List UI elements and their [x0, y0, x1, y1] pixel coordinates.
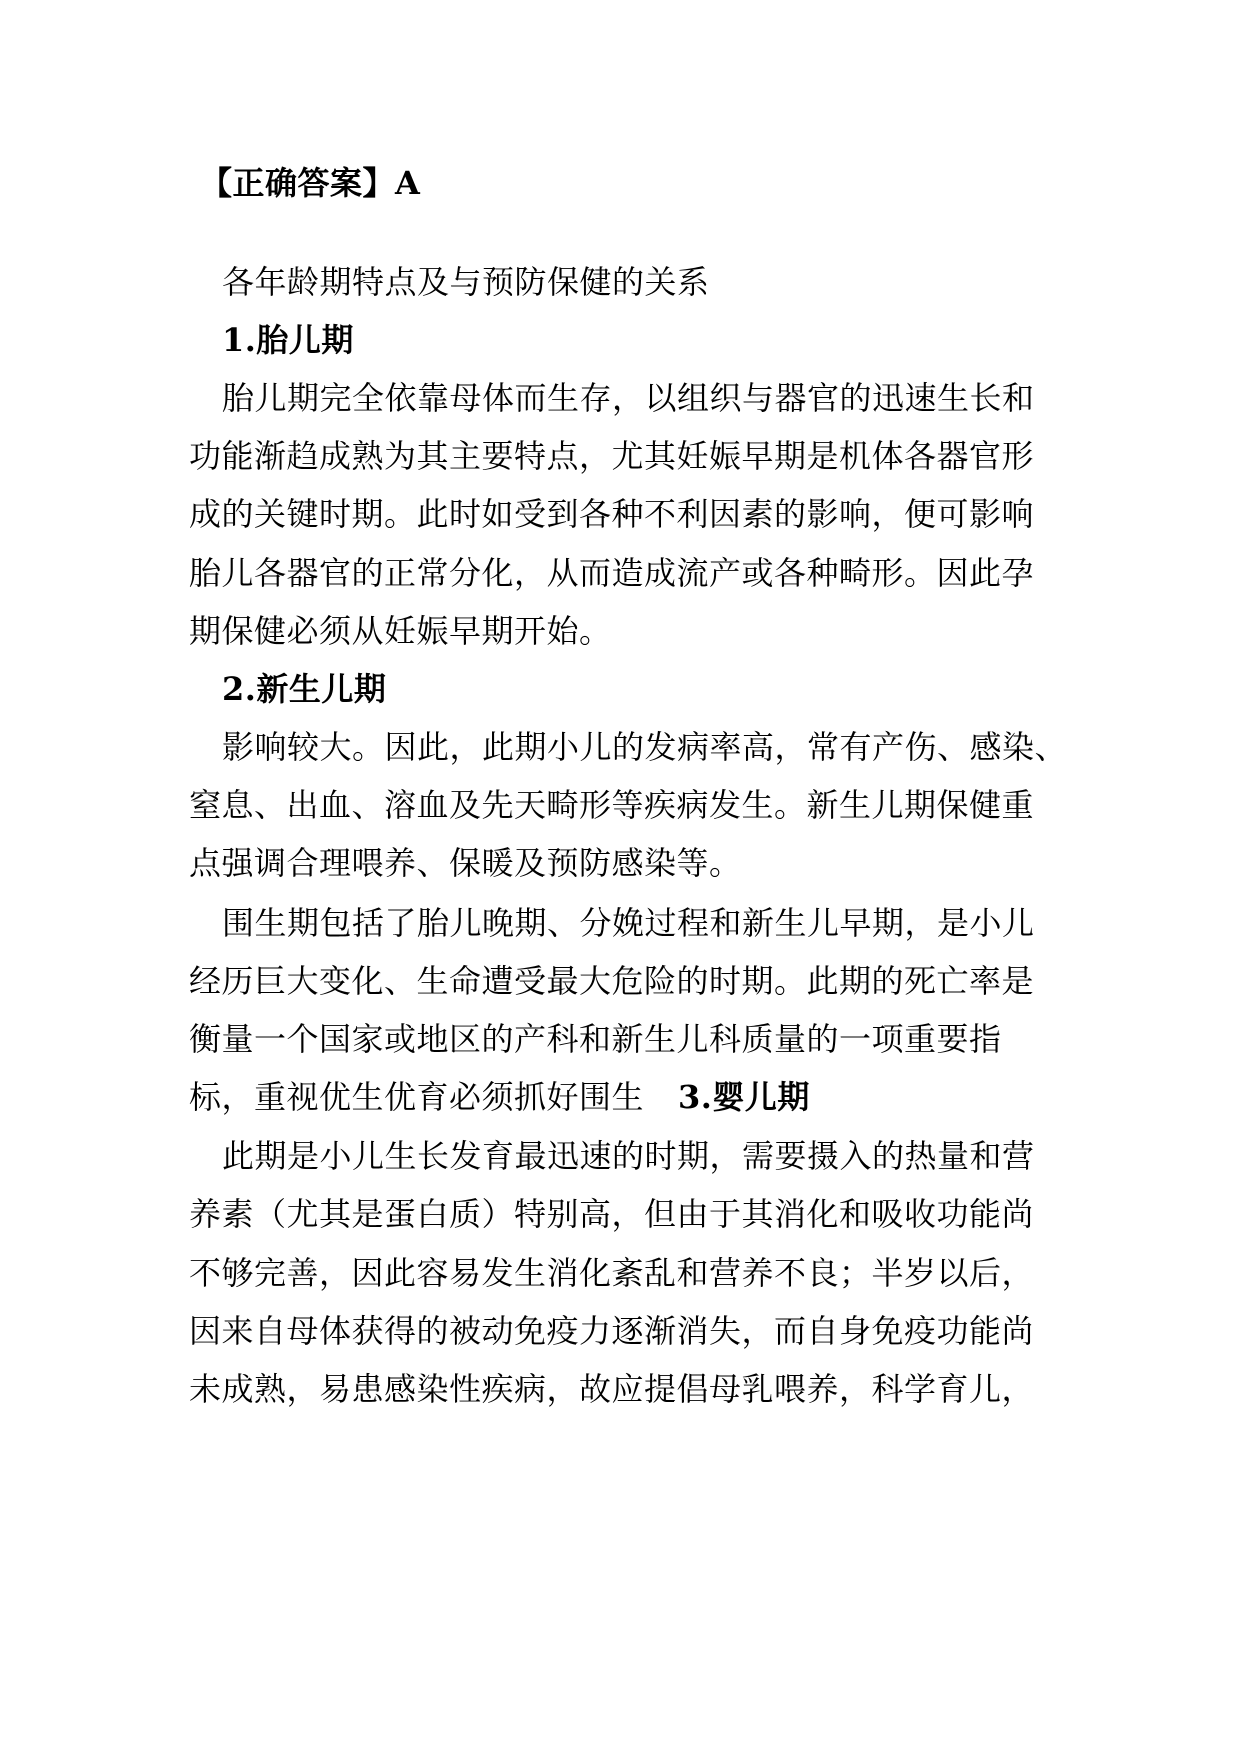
infant-paragraph-line: 不够完善，因此容易发生消化紊乱和营养不良；半岁以后， — [189, 1254, 1035, 1292]
infant-paragraph-line: 未成熟，易患感染性疾病，故应提倡母乳喂养，科学育儿， — [189, 1370, 1035, 1408]
neonatal-paragraph-line: 影响较大。因此，此期小儿的发病率高，常有产伤、感染、 — [222, 728, 1068, 766]
fetal-paragraph-line: 胎儿各器官的正常分化，从而造成流产或各种畸形。因此孕 — [189, 554, 1035, 592]
fetal-paragraph-line: 胎儿期完全依靠母体而生存，以组织与器官的迅速生长和 — [222, 379, 1035, 417]
fetal-paragraph-line: 功能渐趋成熟为其主要特点，尤其妊娠早期是机体各器官形 — [189, 437, 1035, 475]
perinatal-paragraph-line: 围生期包括了胎儿晚期、分娩过程和新生儿早期，是小儿 — [222, 904, 1035, 942]
section-title: 各年龄期特点及与预防保健的关系 — [222, 263, 710, 301]
infant-paragraph-line: 因来自母体获得的被动免疫力逐渐消失，而自身免疫功能尚 — [189, 1312, 1035, 1350]
neonatal-paragraph-line: 窒息、出血、溶血及先天畸形等疾病发生。新生儿期保健重 — [189, 786, 1035, 824]
perinatal-last-line-text: 标，重视优生优育必须抓好围生 — [189, 1078, 645, 1116]
heading-fetal-period: 1.胎儿期 — [222, 321, 354, 359]
infant-paragraph-line: 此期是小儿生长发育最迅速的时期，需要摄入的热量和营 — [222, 1137, 1035, 1175]
perinatal-paragraph-line: 经历巨大变化、生命遭受最大危险的时期。此期的死亡率是 — [189, 962, 1035, 1000]
fetal-paragraph-line: 成的关键时期。此时如受到各种不利因素的影响，便可影响 — [189, 495, 1035, 533]
perinatal-paragraph-line: 衡量一个国家或地区的产科和新生儿科质量的一项重要指 — [189, 1020, 1002, 1058]
heading-neonatal-period: 2.新生儿期 — [222, 670, 387, 708]
fetal-paragraph-line: 期保健必须从妊娠早期开始。 — [189, 612, 612, 650]
answer-line: 【正确答案】A — [200, 164, 421, 202]
heading-infant-period: 3.婴儿期 — [678, 1078, 810, 1116]
infant-paragraph-line: 养素（尤其是蛋白质）特别高，但由于其消化和吸收功能尚 — [189, 1195, 1035, 1233]
neonatal-paragraph-line: 点强调合理喂养、保暖及预防感染等。 — [189, 844, 742, 882]
perinatal-last-line — [189, 1077, 810, 1117]
